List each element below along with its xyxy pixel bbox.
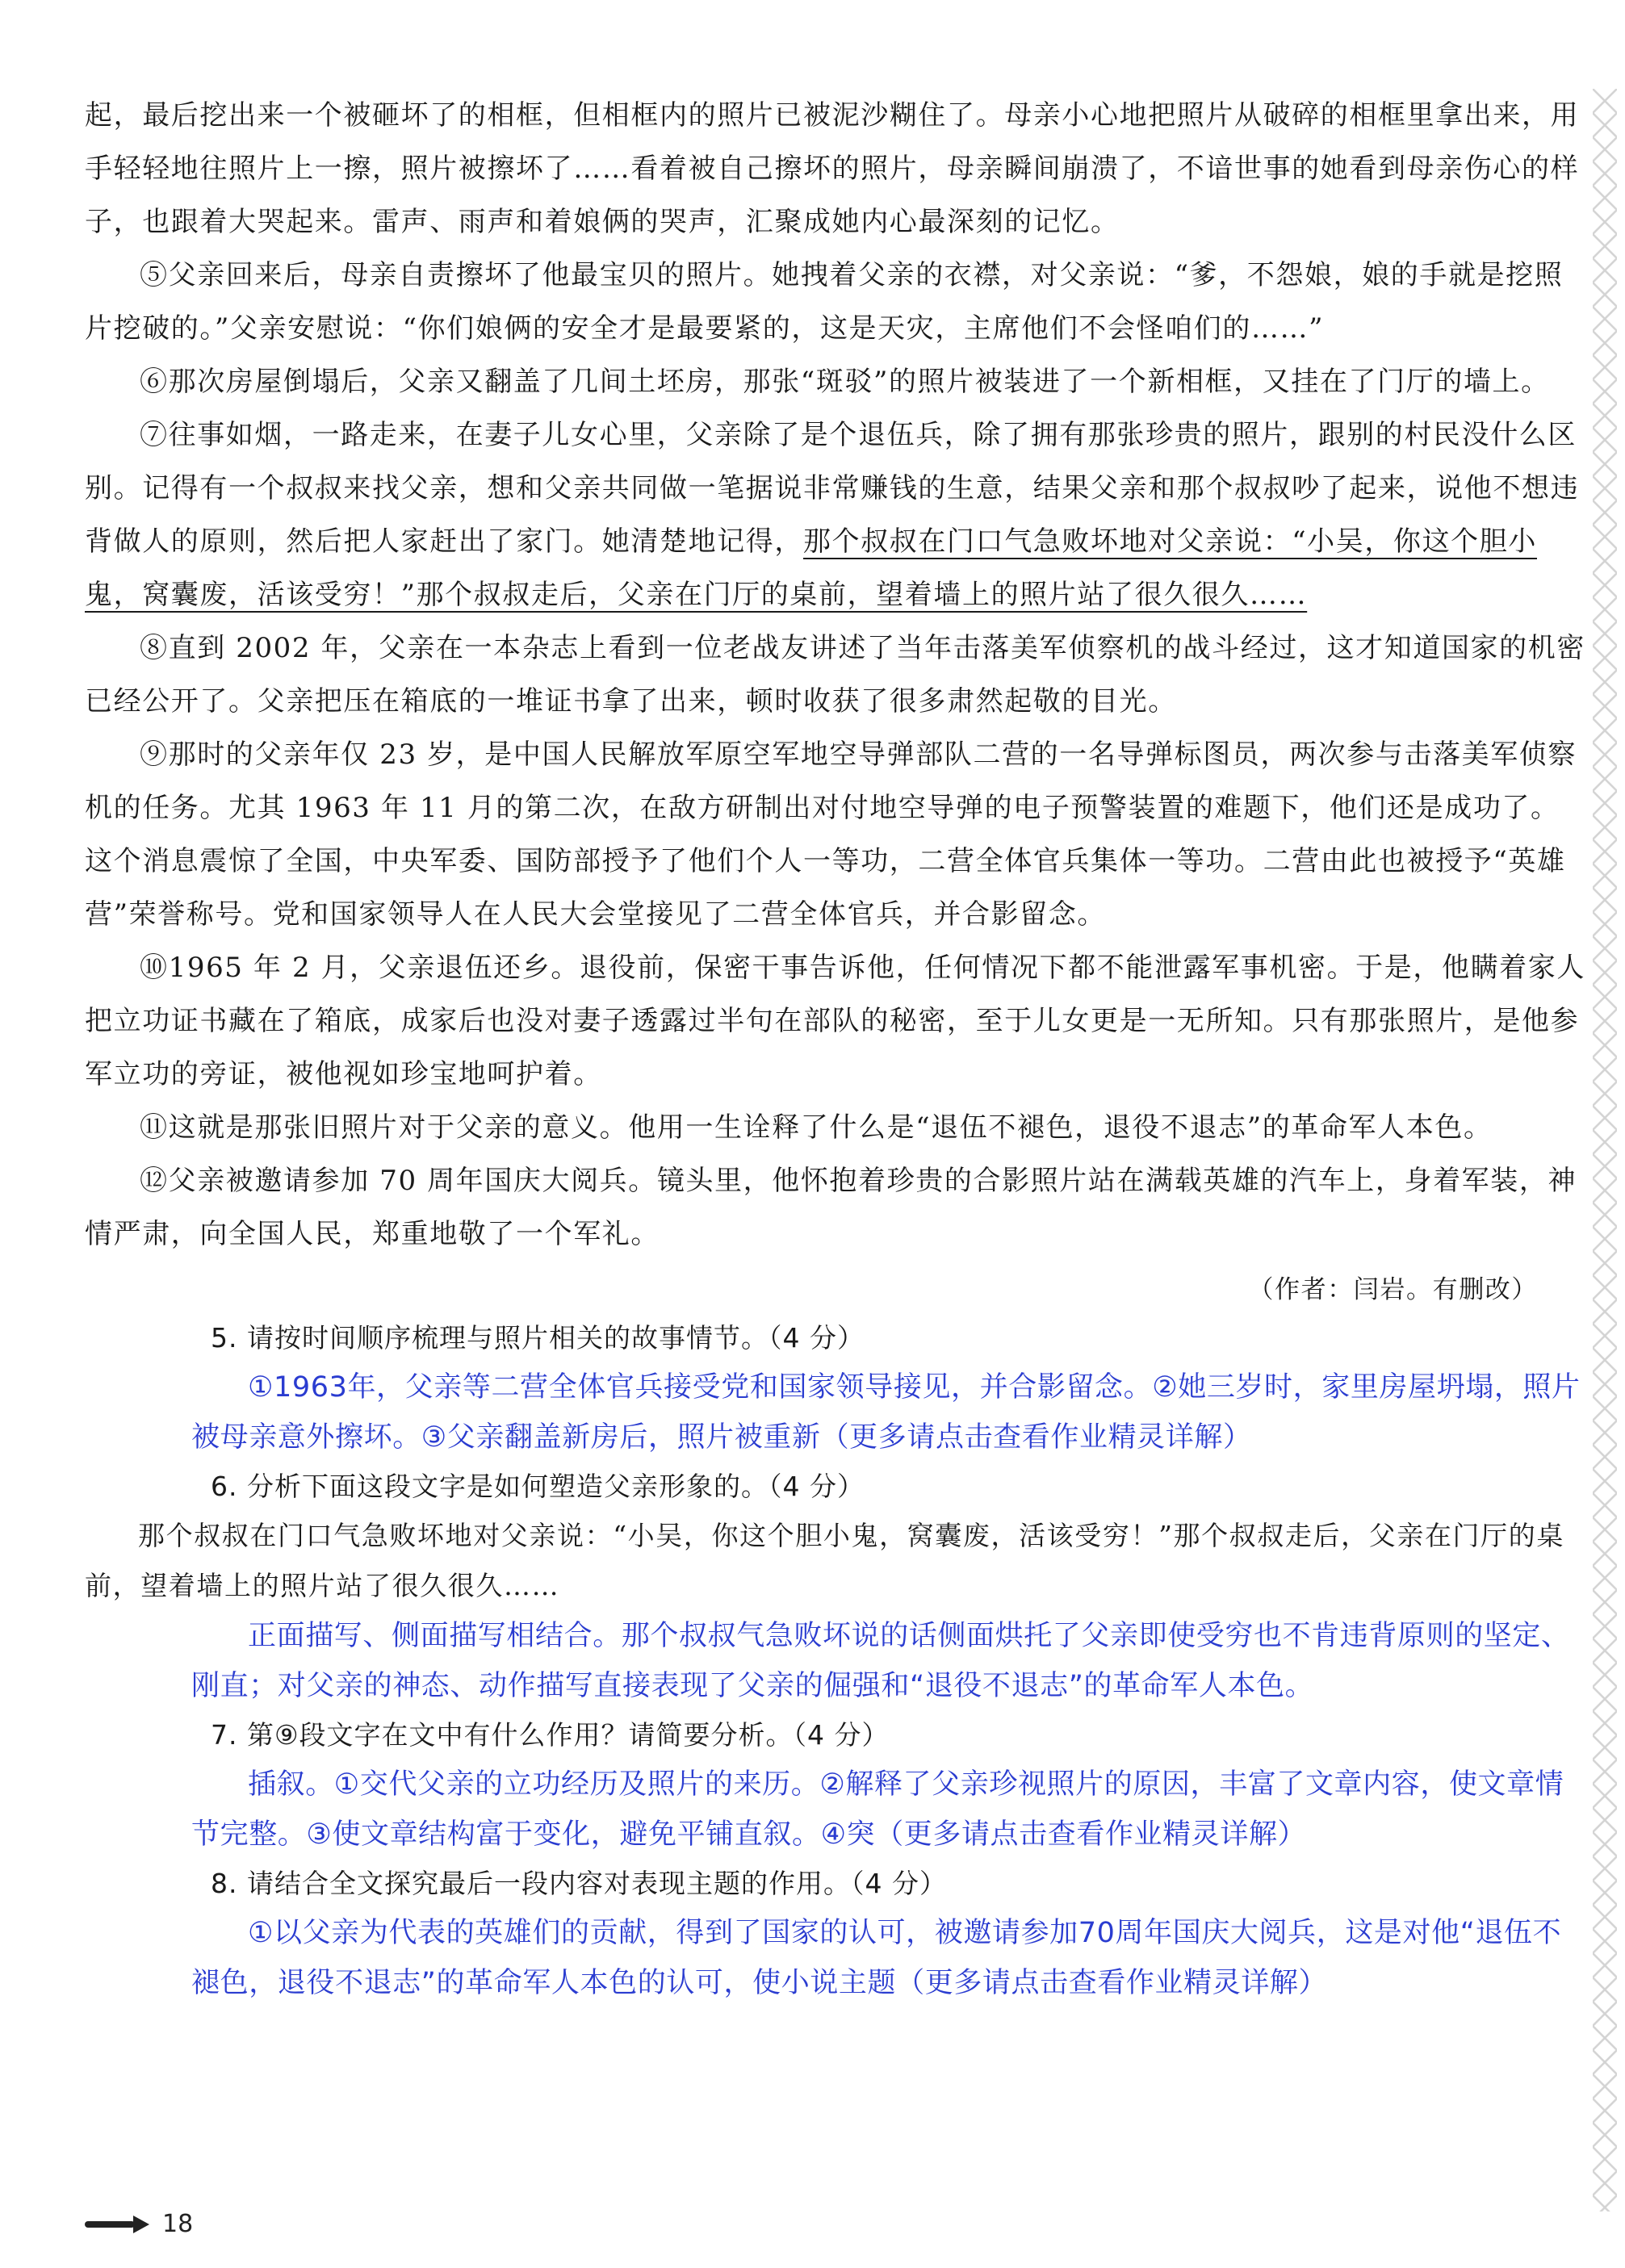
paragraph-continued: 起，最后挖出来一个被砸坏了的相框，但相框内的照片已被泥沙糊住了。母亲小心地把照片从破碎的相框里拿出来，用手轻轻地往照片上一擦，照片被擦坏了……看着被自己擦坏的照片，母亲瞬间崩溃了，不谙世事的她看到母亲伤心的样子，也跟着大哭起来。雷声、雨声和着娘俩的哭声，汇聚成她内心最深刻的记忆。 (85, 99, 1580, 238)
answer-6: 正面描写、侧面描写相结合。那个叔叔气急败坏说的话侧面烘托了父亲即使受穷也不肯违背原则的坚定、刚直；对父亲的神态、动作描写直接表现了父亲的倔强和“退役不退志”的革命军人本色。 (191, 1620, 1570, 1702)
paragraph-6: ⑥那次房屋倒塌后，父亲又翻盖了几间土坯房，那张“斑驳”的照片被装进了一个新相框，又挂在了门厅的墙上。 (140, 366, 1550, 398)
answer-7: 插叙。①交代父亲的立功经历及照片的来历。②解释了父亲珍视照片的原因，丰富了文章内容，使文章情节完整。③使文章结构富于变化，避免平铺直叙。④突（更多请点击查看作业精灵详解） (191, 1768, 1564, 1851)
reading-passage (85, 89, 1586, 2008)
question-6: 6. 分析下面这段文字是如何塑造父亲形象的。（4 分） (211, 1471, 865, 1502)
arrow-right-icon (85, 2218, 149, 2231)
author-credit: （作者：闫岩。有删改） (1248, 1275, 1538, 1304)
paragraph-12: ⑫父亲被邀请参加 70 周年国庆大阅兵。镜头里，他怀抱着珍贵的合影照片站在满载英雄的汽车上，身着军装，神情严肃，向全国人民，郑重地敬了一个军礼。 (85, 1165, 1577, 1250)
answer-8: ①以父亲为代表的英雄们的贡献，得到了国家的认可，被邀请参加70周年国庆大阅兵，这是对他“退伍不褪色，退役不退志”的革命军人本色的认可，使小说主题（更多请点击查看作业精灵详解） (191, 1917, 1562, 1999)
margin-decoration (1593, 89, 1617, 2212)
answer-5: ①1963年，父亲等二营全体官兵接受党和国家领导接见，并合影留念。②她三岁时，家里房屋坍塌，照片被母亲意外擦坏。③父亲翻盖新房后，照片被重新（更多请点击查看作业精灵详解） (191, 1371, 1581, 1454)
paragraph-9: ⑨那时的父亲年仅 23 岁，是中国人民解放军原空军地空导弹部队二营的一名导弹标图员，两次参与击落美军侦察机的任务。尤其 1963 年 11 月的第二次，在敌方研制出对付地空导弹的电子预警装置的难题下，他们还是成功了。这个消息震惊了全国，中央军委、国防部授予了他们个人一等功，二营全体官兵集体一等功。二营由此也被授予“英雄营”荣誉称号。党和国家领导人在人民大会堂接见了二营全体官兵，并合影留念。 (85, 739, 1577, 931)
paragraph-11: ⑪这就是那张旧照片对于父亲的意义。他用一生诠释了什么是“退伍不褪色，退役不退志”的革命军人本色。 (140, 1111, 1493, 1144)
question-6-quote: 那个叔叔在门口气急败坏地对父亲说：“小吴，你这个胆小鬼，窝囊废，活该受穷！”那个叔叔走后，父亲在门厅的桌前，望着墙上的照片站了很久很久…… (85, 1520, 1564, 1601)
page-number: 18 (162, 2210, 194, 2238)
underlined-passage: 那个叔叔在门口气急败坏地对父亲说：“小吴，你这个胆小鬼，窝囊废，活该受穷！”那个叔叔走后，父亲在门厅的桌前，望着墙上的照片站了很久很久…… (85, 525, 1537, 611)
paragraph-7-text: ⑦往事如烟，一路走来，在妻子儿女心里，父亲除了是个退伍兵，除了拥有那张珍贵的照片，跟别的村民没什么区别。记得有一个叔叔来找父亲，想和父亲共同做一笔据说非常赚钱的生意，结果父亲和那个叔叔吵了起来，说他不想违背做人的原则，然后把人家赶出了家门。她清楚地记得， (85, 419, 1580, 558)
question-7: 7. 第⑨段文字在文中有什么作用？请简要分析。（4 分） (211, 1719, 890, 1751)
page-footer (85, 2210, 193, 2238)
questions-section (85, 1314, 1586, 2008)
paragraph-8: ⑧直到 2002 年，父亲在一本杂志上看到一位老战友讲述了当年击落美军侦察机的战斗经过，这才知道国家的机密已经公开了。父亲把压在箱底的一堆证书拿了出来，顿时收获了很多肃然起敬的目光。 (85, 632, 1585, 718)
paragraph-7 (85, 408, 1586, 621)
question-8: 8. 请结合全文探究最后一段内容对表现主题的作用。（4 分） (211, 1868, 947, 1899)
paragraph-5: ⑤父亲回来后，母亲自责擦坏了他最宝贝的照片。她拽着父亲的衣襟，对父亲说：“爹，不怨娘，娘的手就是挖照片挖破的。”父亲安慰说：“你们娘俩的安全才是最要紧的，这是天灾，主席他们不会怪咱们的……” (85, 259, 1564, 345)
question-5: 5. 请按时间顺序梳理与照片相关的故事情节。（4 分） (211, 1322, 865, 1354)
paragraph-10: ⑩1965 年 2 月，父亲退伍还乡。退役前，保密干事告诉他，任何情况下都不能泄露军事机密。于是，他瞒着家人把立功证书藏在了箱底，成家后也没对妻子透露过半句在部队的秘密，至于儿女更是一无所知。只有那张照片，是他参军立功的旁证，被他视如珍宝地呵护着。 (85, 952, 1585, 1090)
